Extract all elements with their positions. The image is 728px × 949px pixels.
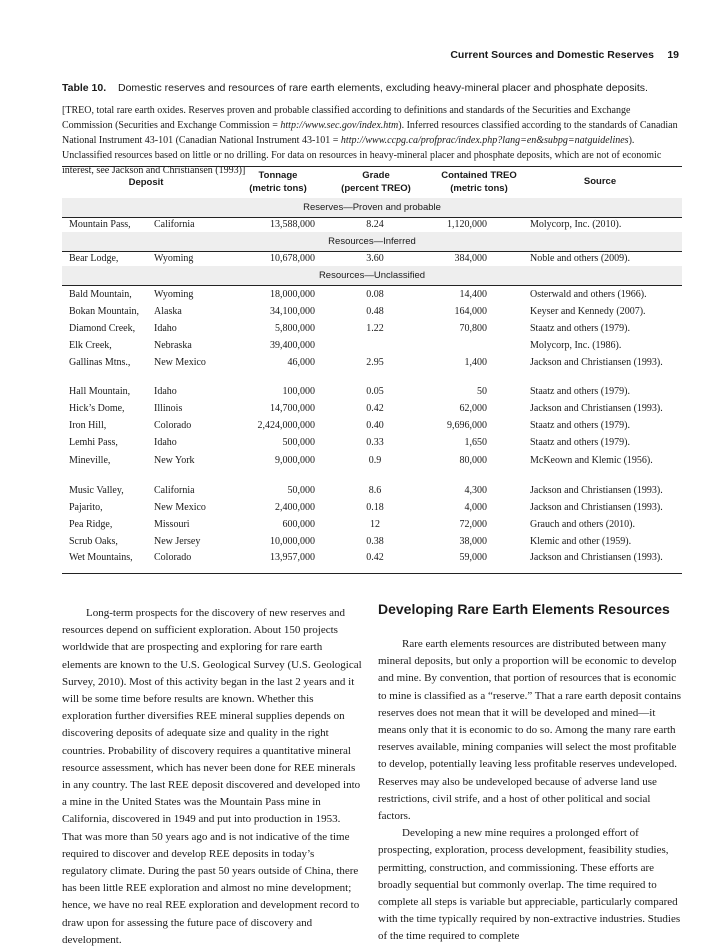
table-cell-source: Jackson and Christiansen (1993). [530, 552, 663, 563]
table-cell-tonnage: 18,000,000 [270, 289, 315, 300]
table-cell-source: Molycorp, Inc. (1986). [530, 340, 622, 351]
table-caption: Domestic reserves and resources of rare earth elements, excluding heavy-mineral placer and phosphate deposits. [118, 82, 648, 94]
section-rule [62, 285, 682, 286]
table-cell-grade: 0.9 [368, 455, 382, 466]
table-cell-state: Colorado [154, 552, 192, 563]
table-cell-deposit: Hall Mountain, [69, 386, 131, 397]
table-cell-deposit: Mineville, [69, 455, 111, 466]
table-cell-treo: 38,000 [459, 536, 487, 547]
table-bottom-rule [62, 573, 682, 574]
table-cell-state: Idaho [154, 323, 177, 334]
table-cell-treo: 1,120,000 [447, 219, 487, 230]
table-cell-state: Colorado [154, 420, 192, 431]
table-cell-grade: 2.95 [366, 357, 384, 368]
table-cell-deposit: Bald Mountain, [69, 289, 132, 300]
section-rule [62, 251, 682, 252]
table-cell-treo: 1,400 [464, 357, 487, 368]
table-cell-tonnage: 13,588,000 [270, 219, 315, 230]
table-cell-treo: 72,000 [459, 519, 487, 530]
table-cell-source: Staatz and others (1979). [530, 420, 630, 431]
table-cell-tonnage: 5,800,000 [275, 323, 315, 334]
table-cell-state: New Mexico [154, 502, 206, 513]
table-cell-source: Jackson and Christiansen (1993). [530, 502, 663, 513]
table-cell-state: New Jersey [154, 536, 201, 547]
col-head-deposit: Deposit [128, 177, 164, 188]
table-cell-treo: 62,000 [459, 403, 487, 414]
col-head-grade-line1: Grade [362, 170, 390, 181]
table-cell-state: Idaho [154, 386, 177, 397]
right-text-column [378, 636, 682, 946]
table-cell-grade: 0.33 [366, 437, 384, 448]
page-number: 19 [667, 49, 679, 61]
table-cell-treo: 1,650 [464, 437, 487, 448]
table-cell-treo: 70,800 [459, 323, 487, 334]
table-cell-deposit: Scrub Oaks, [69, 536, 118, 547]
table-title [62, 82, 702, 94]
headnote-url-ccpg[interactable]: http://www.ccpg.ca/profprac/index.php?lang=en&subpg=natguidelines [340, 135, 629, 146]
table-cell-grade: 0.40 [366, 420, 384, 431]
table-cell-tonnage: 500,000 [282, 437, 315, 448]
section-inferred: Resources—Inferred [62, 232, 682, 251]
table-cell-grade: 0.42 [366, 403, 384, 414]
table-cell-tonnage: 13,957,000 [270, 552, 315, 563]
col-head-treo-line2: (metric tons) [450, 183, 508, 194]
section-rule [62, 217, 682, 218]
table-cell-tonnage: 600,000 [282, 519, 315, 530]
table-number: Table 10. [62, 82, 107, 94]
table-cell-deposit: Hick’s Dome, [69, 403, 125, 414]
table-cell-tonnage: 10,678,000 [270, 253, 315, 264]
table-cell-deposit: Bokan Mountain, [69, 306, 139, 317]
section-heading: Developing Rare Earth Elements Resources [378, 601, 670, 617]
table-cell-deposit: Gallinas Mtns., [69, 357, 131, 368]
table-cell-treo: 164,000 [454, 306, 487, 317]
table-cell-source: Staatz and others (1979). [530, 386, 630, 397]
table-cell-source: Staatz and others (1979). [530, 323, 630, 334]
table-cell-state: Wyoming [154, 253, 194, 264]
table-cell-grade: 0.38 [366, 536, 384, 547]
col-head-grade-line2: (percent TREO) [341, 183, 411, 194]
table-cell-deposit: Diamond Creek, [69, 323, 136, 334]
paragraph-rare-earth-resources: Rare earth elements resources are distributed between many mineral deposits, but only a proportion will be economic to develop and mine. By convention, that portion of resources that is economic to mine is classified as a “reserve.” That a rare earth deposit contains reserves does not mean that it will be developed and mined—it means only that it is economic to do so. Among the many rare earth reserves available, mining companies will select the most profitable to develop, potentially leaving less profitable reserves undeveloped. Reserves may also be undeveloped because of adverse land use restrictions, civil strife, and a host of other political and social factors. [378, 638, 682, 823]
table-cell-state: Alaska [154, 306, 182, 317]
table-cell-state: California [154, 219, 195, 230]
table-cell-state: New York [154, 455, 195, 466]
col-head-source: Source [583, 176, 617, 187]
table-cell-tonnage: 2,424,000,000 [257, 420, 315, 431]
left-text-column [62, 605, 362, 949]
table-cell-grade: 0.05 [366, 386, 384, 397]
table-cell-state: Wyoming [154, 289, 194, 300]
paragraph-developing-new-mine: Developing a new mine requires a prolonged effort of prospecting, exploration, process development, feasibility studies, permitting, construction, and commissioning. These efforts are broadly sequential but commonly overlap. The time required to complete all steps is variable but appreciable, particularly compared with the time typically required by non-extractive industries. Studies of the time required to complete [378, 827, 681, 943]
col-head-tonnage-line1: Tonnage [258, 170, 298, 181]
section-unclassified: Resources—Unclassified [62, 266, 682, 285]
table-cell-deposit: Elk Creek, [69, 340, 112, 351]
table-cell-tonnage: 50,000 [287, 485, 315, 496]
table-cell-tonnage: 46,000 [287, 357, 315, 368]
table-cell-grade: 0.08 [366, 289, 384, 300]
table-cell-treo: 4,000 [464, 502, 487, 513]
table-cell-treo: 9,696,000 [447, 420, 487, 431]
table-cell-treo: 384,000 [454, 253, 487, 264]
table-cell-grade: 8.24 [366, 219, 384, 230]
table-cell-tonnage: 10,000,000 [270, 536, 315, 547]
table-cell-source: Molycorp, Inc. (2010). [530, 219, 622, 230]
headnote-part2: ). Inferred resources classified according to the standards of Canadian National Instrument 43-101 (Canadian National Instrument 43-101 = [62, 120, 678, 146]
table-cell-tonnage: 9,000,000 [275, 455, 315, 466]
table-cell-treo: 50 [477, 386, 487, 397]
col-head-treo [430, 169, 528, 195]
table-cell-tonnage: 34,100,000 [270, 306, 315, 317]
col-head-treo-line1: Contained TREO [441, 170, 517, 181]
headnote-part3: ). Unclassified resources based on little or no drilling. For data on resources in heavy-mineral placer and phosphate deposits, which are not of economic interest, see Jackson and Christiansen (1993)] [62, 135, 662, 176]
table-cell-source: Jackson and Christiansen (1993). [530, 357, 663, 368]
table-cell-treo: 59,000 [459, 552, 487, 563]
table-cell-tonnage: 2,400,000 [275, 502, 315, 513]
col-head-grade [330, 169, 422, 195]
col-head-tonnage-line2: (metric tons) [249, 183, 307, 194]
table-cell-deposit: Lemhi Pass, [69, 437, 118, 448]
table-top-rule [62, 166, 682, 167]
table-cell-source: Grauch and others (2010). [530, 519, 635, 530]
table-cell-state: New Mexico [154, 357, 206, 368]
table-cell-deposit: Music Valley, [69, 485, 124, 496]
table-cell-deposit: Bear Lodge, [69, 253, 119, 264]
paragraph-long-term-prospects: Long-term prospects for the discovery of new reserves and resources depend on sufficient exploration. About 150 projects worldwide that are prospecting and exploring for rare earth elements are known to the U.S. Geological Survey (U.S. Geological Survey, 2010). Most of this activity began in the last 2 years and it will be some time before results are known. Whether this exploration further diversifies REE mineral supplies depends on discovering deposits of adequate size and quality in the right countries. Probability of discovery requires a quantitative mineral resource assessment, which has never been done for REE minerals in any country. The last REE deposit discovered and developed into a mine in the United States was the Mountain Pass mine in California, discovered in 1949 and put into production in 1953. That was more than 50 years ago and is not indicative of the time required to discover and develop REE deposits in today’s regulatory climate. During the past 50 years outside of China, there has been little REE exploration and almost no mine development; hence, we have no real REE exploration and development record to draw upon for assessing the future pace of discovery and development. [62, 607, 362, 946]
table-cell-grade: 8.6 [368, 485, 382, 496]
table-cell-deposit: Pea Ridge, [69, 519, 113, 530]
table-cell-source: Jackson and Christiansen (1993). [530, 485, 663, 496]
table-cell-source: Klemic and other (1959). [530, 536, 632, 547]
table-cell-grade: 0.42 [366, 552, 384, 563]
table-cell-state: California [154, 485, 195, 496]
table-cell-grade: 1.22 [366, 323, 384, 334]
table-cell-source: Noble and others (2009). [530, 253, 630, 264]
table-cell-grade: 3.60 [366, 253, 384, 264]
headnote-url-sec[interactable]: http://www.sec.gov/index.htm [280, 120, 399, 131]
table-cell-state: Nebraska [154, 340, 192, 351]
table-cell-tonnage: 14,700,000 [270, 403, 315, 414]
table-cell-state: Missouri [154, 519, 190, 530]
table-cell-source: Keyser and Kennedy (2007). [530, 306, 646, 317]
table-cell-state: Illinois [154, 403, 183, 414]
table-cell-source: McKeown and Klemic (1956). [530, 455, 653, 466]
table-cell-source: Jackson and Christiansen (1993). [530, 403, 663, 414]
table-cell-state: Idaho [154, 437, 177, 448]
table-cell-treo: 80,000 [459, 455, 487, 466]
table-cell-deposit: Mountain Pass, [69, 219, 131, 230]
table-cell-grade: 0.18 [366, 502, 384, 513]
col-head-tonnage [240, 169, 316, 195]
table-cell-grade: 0.48 [366, 306, 384, 317]
table-cell-deposit: Wet Mountains, [69, 552, 133, 563]
table-cell-tonnage: 100,000 [282, 386, 315, 397]
table-cell-deposit: Iron Hill, [69, 420, 107, 431]
table-cell-grade: 12 [370, 519, 380, 530]
table-cell-source: Osterwald and others (1966). [530, 289, 647, 300]
section-reserves: Reserves—Proven and probable [62, 198, 682, 217]
table-cell-source: Staatz and others (1979). [530, 437, 630, 448]
table-cell-treo: 4,300 [464, 485, 487, 496]
table-cell-deposit: Pajarito, [69, 502, 103, 513]
headnote-part1: [TREO, total rare earth oxides. Reserves proven and probable classified according to definitions and standards of the Securities and Exchange Commission (Securities and Exchange Commission = [62, 105, 631, 131]
table-cell-treo: 14,400 [459, 289, 487, 300]
running-head-title: Current Sources and Domestic Reserves [450, 49, 654, 61]
table-cell-tonnage: 39,400,000 [270, 340, 315, 351]
